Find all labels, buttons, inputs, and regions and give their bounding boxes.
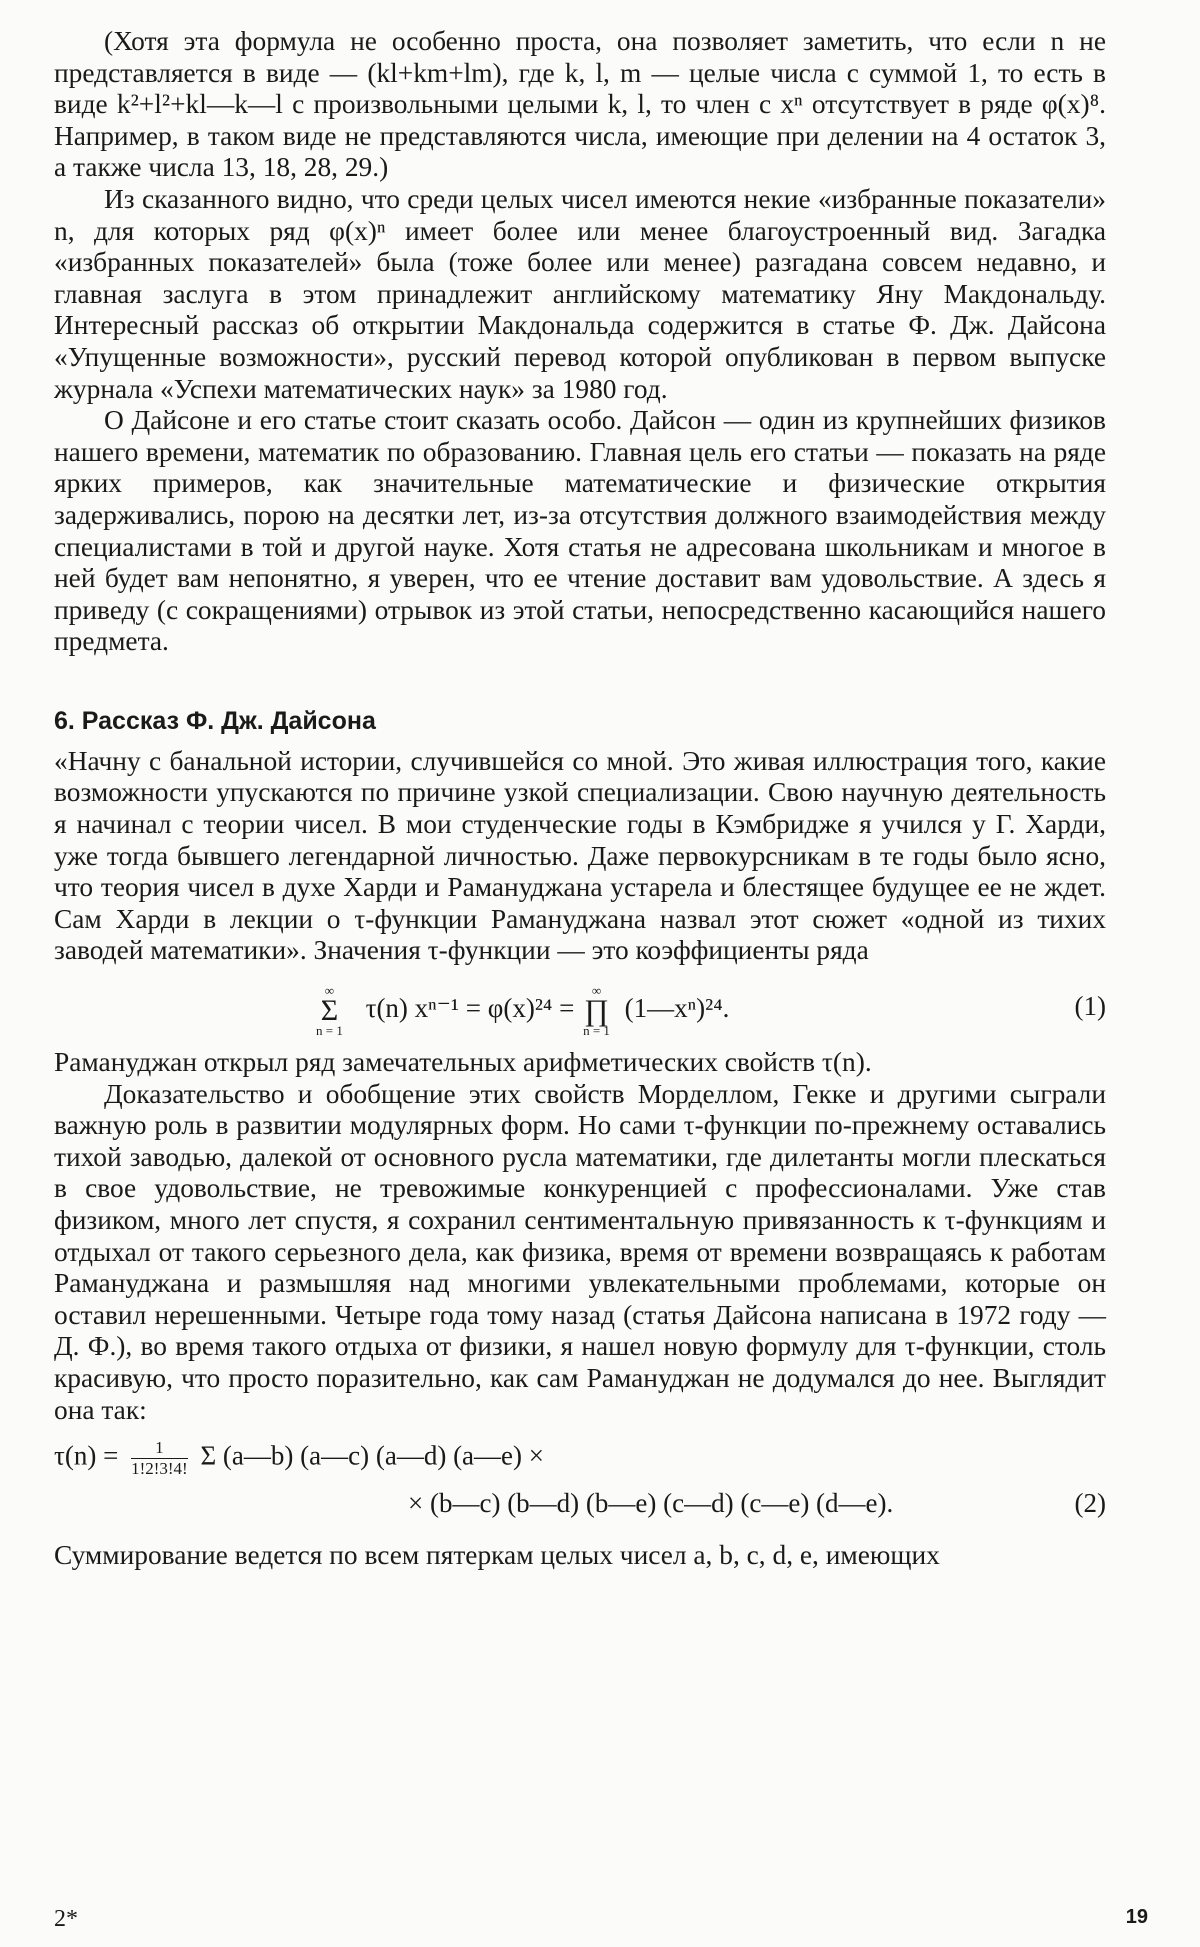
formula-2-lhs: τ(n) = [54,1440,119,1471]
paragraph-1: (Хотя эта формула не особенно проста, она позволяет заметить, что если n не представляется в виде — (kl+km+lm), где k, l, m — целые числа с суммой 1, то есть в виде k²+l²+kl—k—l с произвольными целыми k, l, то член с xⁿ отсутствует в ряде φ(x)⁸. Например, в таком виде не представляются числа, имеющие при делении на 4 остаток 3, а также числа 13, 18, 28, 29.) [54,26,1106,183]
formula-1-number: (1) [1074,991,1106,1022]
page-content [54,26,1106,1572]
formula-2-line-2: × (b—c) (b—d) (b—e) (c—d) (c—e) (d—e). [408,1488,894,1519]
section-heading: 6. Рассказ Ф. Дж. Дайсона [54,706,376,735]
prod-lower-limit: n = 1 [583,1023,610,1039]
formula-1-term-2: (1—xⁿ)²⁴. [624,993,730,1024]
page-number: 19 [1125,1906,1148,1928]
formula-1-term: τ(n) xⁿ⁻¹ = φ(x)²⁴ = [365,993,575,1024]
signature-mark: 2* [54,1906,78,1932]
formula-2-number: (2) [1074,1488,1106,1519]
formula-2 [54,1438,1106,1536]
sum-upper-limit: ∞ [324,983,335,999]
paragraph-6: Доказательство и обобщение этих свойств Морделлом, Гекке и другими сыграли важную роль в развитии модулярных форм. Но сами τ-функции по-прежнему оставались тихой заводью, далекой от основного русла математики, где дилетанты могли плескаться в свое удовольствие, не тревожимые конкуренцией с профессионалами. Уже став физиком, много лет спустя, я сохранил сентиментальную привязанность к τ-функциям и отдыхал от такого серьезного дела, как физика, время от времени возвращаясь к работам Рамануджана и размышляя над многими увлекательными проблемами, которые он оставил нерешенными. Четыре года тому назад (статья Дайсона написана в 1972 году — Д. Ф.), во время такого отдыха от физики, я нашел новую формулу для τ-функции, столь красивую, что просто поразительно, как сам Рамануджан не додумался до нее. Выглядит она так: [54,1078,1106,1425]
prod-upper-limit: ∞ [591,983,602,999]
paragraph-2: Из сказанного видно, что среди целых чисел имеются некие «избранные показатели» n, для которых ряд φ(x)ⁿ имеет более или менее благоустроенный вид. Загадка «избранных показателей» была (тоже более или менее) разгадана совсем недавно, и главная заслуга в этом принадлежит английскому математику Яну Макдональду. Интересный рассказ об открытии Макдональда содержится в статье Ф. Дж. Дайсона «Упущенные возможности», русский перевод которой опубликован в первом выпуске журнала «Успехи математических наук» за 1980 год. [54,183,1106,404]
paragraph-5: Рамануджан открыл ряд замечательных арифметических свойств τ(n). [54,1047,872,1078]
formula-1 [54,977,1106,1043]
fraction-numerator: 1 [131,1438,188,1459]
formula-2-fraction [131,1438,188,1479]
fraction-denominator: 1!2!3!4! [131,1459,188,1479]
sum-symbol: Σ [320,994,339,1028]
paragraph-7: Суммирование ведется по всем пятеркам целых чисел a, b, c, d, e, имеющих [54,1540,940,1571]
formula-2-line-1: Σ (a—b) (a—c) (a—d) (a—e) × [200,1440,544,1471]
sum-lower-limit: n = 1 [316,1023,343,1039]
paragraph-4: «Начну с банальной истории, случившейся со мной. Это живая иллюстрация того, какие возможности упускаются по причине узкой специализации. Свою научную деятельность я начинал с теории чисел. В мои студенческие годы в Кэмбридже я учился у Г. Харди, уже тогда бывшего легендарной личностью. Даже первокурсникам в те годы было ясно, что теория чисел в духе Харди и Рамануджана устарела и блестящее будущее ее не ждет. Сам Харди в лекции о τ-функции Рамануджана назвал этот сюжет «одной из тихих заводей математики». Значения τ-функции — это коэффициенты ряда [54,745,1106,966]
prod-symbol: ∏ [584,994,609,1028]
paragraph-3: О Дайсоне и его статье стоит сказать особо. Дайсон — один из крупнейших физиков нашего времени, математик по образованию. Главная цель его статьи — показать на ряде ярких примеров, как значительные математические и физические открытия задерживались, порою на десятки лет, из-за отсутствия должного взаимодействия между специалистами в той и другой науке. Хотя статья не адресована школьникам и многое в ней будет вам непонятно, я уверен, что ее чтение доставит вам удовольствие. А здесь я приведу (с сокращениями) отрывок из этой статьи, непосредственно касающийся нашего предмета. [54,405,1106,657]
